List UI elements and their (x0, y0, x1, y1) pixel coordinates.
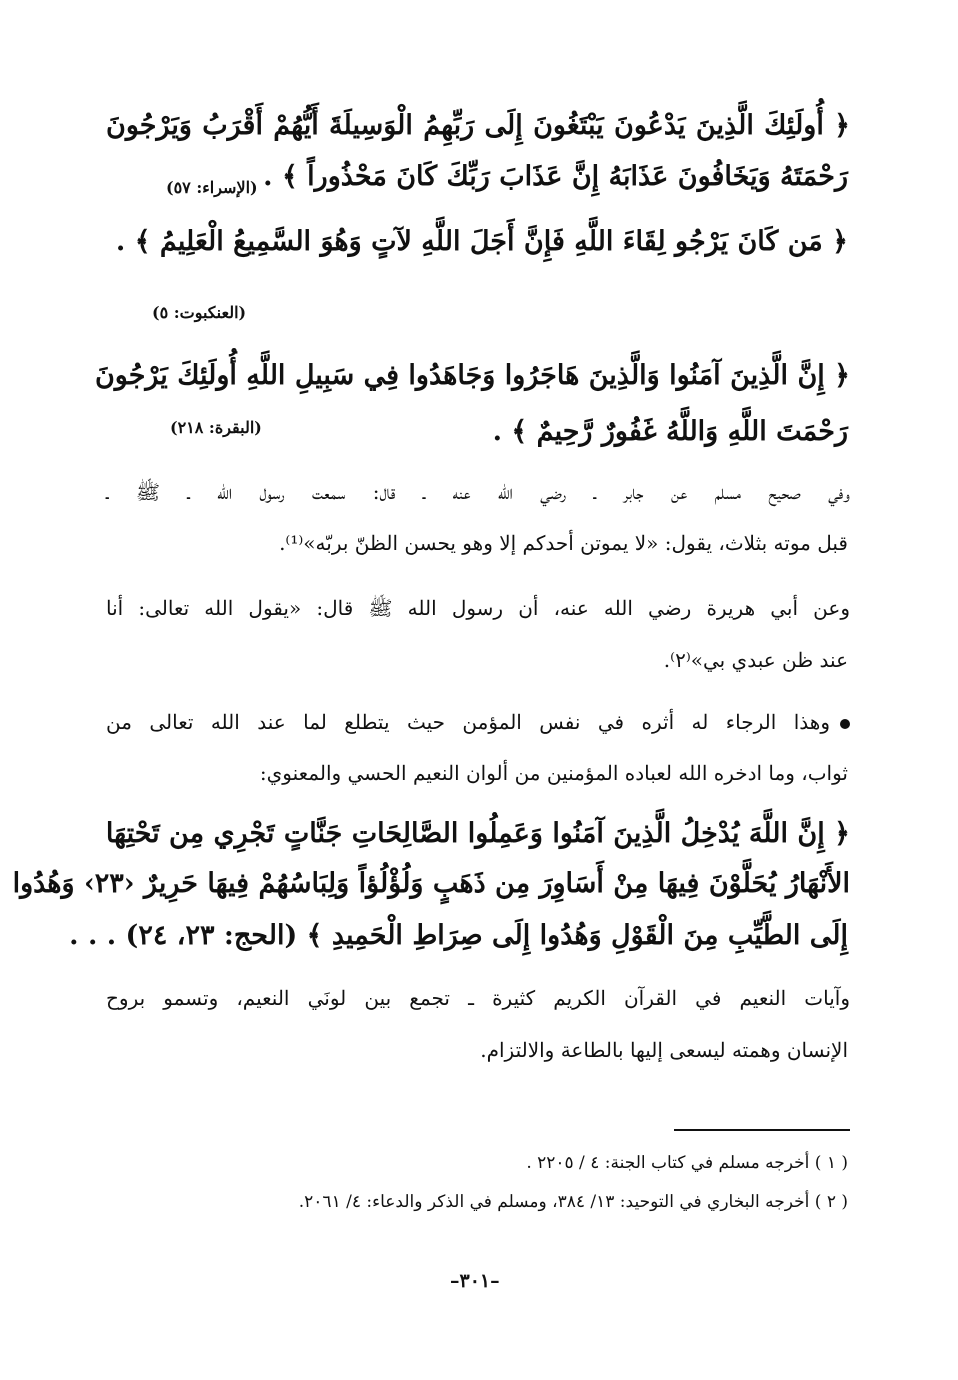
paragraph-4-line-1: وآيات النعيم في القرآن الكريم كثيرة ـ تجمع بين لونَي النعيم، وتسمو بروح (106, 986, 850, 1010)
verse-3-reference: (البقرة: ٢١٨) (170, 418, 262, 437)
paragraph-1-line-1: وفي صحيح مسلم عن جابر ـ رضي الله عنه ـ قال: سمعت رسول الله ـ ﷺ ـ (106, 480, 850, 504)
verse-1-reference: (الإسراء: ٥٧) (166, 178, 258, 197)
paragraph-2-line-2: عند ظن عبدي بي»⁽٢⁾. (663, 648, 848, 672)
paragraph-1-line-2: قبل موته بثلاث، يقول: «لا يموتن أحدكم إلا وهو يحسن الظنّ بربّه»⁽¹⁾. (279, 531, 848, 555)
footnote-separator (674, 1129, 850, 1131)
verse-1-line-2: رَحْمَتَهُ وَيَخَافُونَ عَذَابَهُ إِنَّ عَذَابَ رَبِّكَ كَانَ مَحْذُوراً ﴾ . (263, 161, 848, 192)
paragraph-4-line-2: الإنسان وهمته ليسعى إليها بالطاعة والالتزام. (480, 1038, 848, 1062)
page-number: –٣٠١– (450, 1270, 500, 1292)
footnote-1: ( ١ ) أخرجه مسلم في كتاب الجنة: ٤ / ٢٢٠٥ . (526, 1153, 848, 1173)
footnote-2: ( ٢ ) أخرجه البخاري في التوحيد: ١٣/ ٣٨٤، ومسلم في الذكر والدعاء: ٤/ ٢٠٦١. (298, 1192, 848, 1212)
verse-3-line-2: رَحْمَتَ اللَّهِ وَاللَّهُ غَفُورٌ رَّحِيمٌ ﴾ . (492, 416, 848, 447)
verse-3-line-1: ﴿ إِنَّ الَّذِينَ آمَنُوا وَالَّذِينَ هَاجَرُوا وَجَاهَدُوا فِي سَبِيلِ اللَّهِ أُولَئِكَ يَرْجُونَ (94, 360, 850, 391)
verse-4-line-1: ﴿ إِنَّ اللَّهَ يُدْخِلُ الَّذِينَ آمَنُوا وَعَمِلُوا الصَّالِحَاتِ جَنَّاتٍ تَجْرِي مِن تَحْتِهَا (105, 818, 850, 849)
verse-1-line-1: ﴿ أُولَئِكَ الَّذِينَ يَدْعُونَ يَبْتَغُونَ إِلَى رَبِّهِمُ الْوَسِيلَةَ أَيُّهُمْ أَقْرَبُ وَيَرْجُونَ (106, 110, 850, 141)
verse-2-line-1: ﴿ مَن كَانَ يَرْجُو لِقَاءَ اللَّهِ فَإِنَّ أَجَلَ اللَّهِ لآتٍ وَهُوَ السَّمِيعُ الْعَلِيمُ ﴾ . (115, 226, 848, 257)
bullet-icon (840, 719, 850, 729)
verse-2-reference: (العنكبوت: ٥) (152, 303, 247, 322)
paragraph-3-line-2: ثواب، وما ادخره الله لعباده المؤمنين من ألوان النعيم الحسي والمعنوي: (259, 761, 848, 785)
paragraph-3-line-1-text: وهذا الرجاء له أثره في نفس المؤمن حيث يتطلع لما عند الله تعالى من (106, 710, 830, 734)
paragraph-2-line-1: وعن أبي هريرة رضي الله عنه، أن رسول الله ﷺ قال: «يقول الله تعالى: أنا (106, 596, 850, 620)
verse-4-line-3: إِلَى الطَّيِّبِ مِنَ الْقَوْلِ وَهُدُوا إِلَى صِرَاطِ الْحَمِيدِ ﴾ (الحج: ٢٣، ٢٤) . . . (69, 920, 848, 951)
verse-4-line-2: الأَنْهَارُ يُحَلَّوْنَ فِيهَا مِنْ أَسَاوِرَ مِن ذَهَبٍ وَلُؤْلُؤاً وَلِبَاسُهُمْ فِيهَا حَرِيرٌ ‹٢٣› وَهُدُوا (12, 868, 850, 899)
paragraph-3-line-1 (106, 712, 850, 732)
